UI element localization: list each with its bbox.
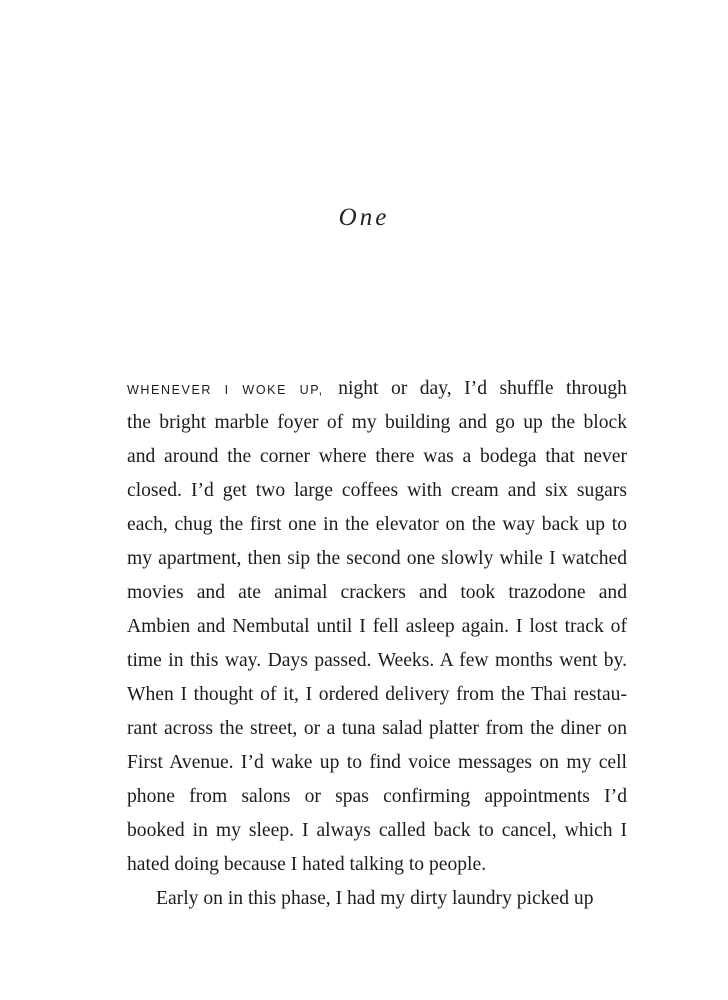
text-line: time in this way. Days passed. Weeks. A few months went by. bbox=[127, 650, 627, 671]
text-line: movies and ate animal crackers and took trazodone and bbox=[127, 582, 627, 603]
text-line: Early on in this phase, I had my dirty laundry picked up bbox=[156, 888, 594, 909]
text-line: each, chug the first one in the elevator on the way back up to bbox=[127, 514, 627, 535]
text-line: phone from salons or spas confirming appointments I’d bbox=[127, 786, 627, 807]
lead-in-smallcaps: WHENEVER I WOKE UP, bbox=[127, 383, 324, 397]
text-line: Ambien and Nembutal until I fell asleep again. I lost track of bbox=[127, 616, 627, 637]
text-line: booked in my sleep. I always called back to cancel, which I bbox=[127, 820, 627, 841]
text-line: the bright marble foyer of my building and go up the block bbox=[127, 412, 627, 433]
text-line: First Avenue. I’d wake up to find voice messages on my cell bbox=[127, 752, 627, 773]
text-line: closed. I’d get two large coffees with cream and six sugars bbox=[127, 480, 627, 501]
text-line: rant across the street, or a tuna salad platter from the diner on bbox=[127, 718, 627, 739]
text-line: When I thought of it, I ordered delivery from the Thai restau- bbox=[127, 684, 627, 705]
body-text bbox=[127, 372, 627, 916]
text-line: and around the corner where there was a bodega that never bbox=[127, 446, 627, 467]
text-line: my apartment, then sip the second one slowly while I watched bbox=[127, 548, 627, 569]
chapter-title: One bbox=[338, 204, 390, 231]
text-line: hated doing because I hated talking to people. bbox=[127, 854, 487, 875]
text-line: WHENEVER I WOKE UP, night or day, I’d shuffle through bbox=[127, 378, 627, 399]
